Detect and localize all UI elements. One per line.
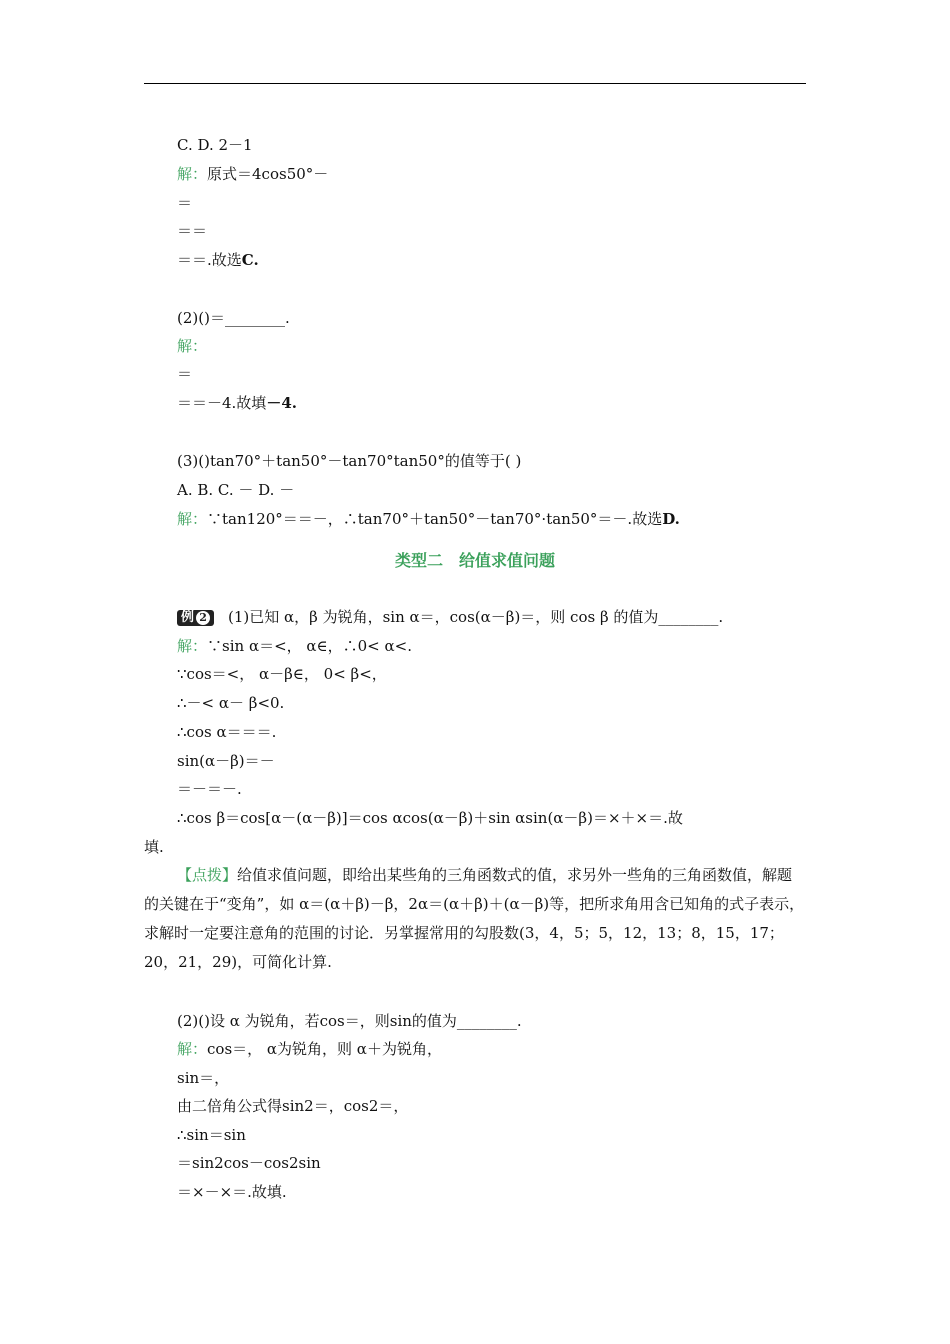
q3-options: A. B. C. － D. － [177,481,295,499]
q1-line-4-text: ＝＝.故选 [177,251,242,269]
q3-stem: (3)()tan70°＋tan50°－tan70°tan50°的值等于( ) [177,452,522,470]
q1-solution-text: 原式＝4cos50°－ [207,165,329,183]
ex2-line-3: ∴－< α－ β<0. [177,694,285,712]
ex2-line-4: ∴cos α＝＝＝. [177,723,277,741]
example-badge [177,610,214,626]
ex2b-line-5: ＝sin2cos－cos2sin [177,1154,321,1172]
ex2b-line-2: sin＝， [177,1069,230,1087]
q2-line-3-text: ＝＝－4.故填 [177,394,267,412]
tip-paragraph [144,861,806,977]
ex2-line-5: sin(α－β)＝－ [177,752,275,770]
tip-text: 给值求值问题，即给出某些角的三角函数式的值，求另外一些角的三角函数值，解题的关键在于“变角”，如 α＝(α＋β)－β，2α＝(α＋β)＋(α－β)等，把所求角用含已知角的式子表示，求解时一定要注意角的范围的讨论．另掌握常用的勾股数(3，4，5；5，12，13；8，15，17；20，21，29)，可简化计算. [144,866,805,971]
solution-label: 解： [177,337,208,355]
header-rule [144,83,806,84]
q1-solution-line [177,164,328,184]
q2-line-2: ＝ [177,365,193,383]
q1-line-2: ＝ [177,194,193,212]
ex2-line-8: 填. [144,838,164,856]
example-badge-label: 例 [181,610,195,625]
ex2b-line-4: ∴sin＝sin [177,1126,246,1144]
q2-answer: －4. [266,394,297,412]
q3-solution-line [177,509,680,529]
ex2b-line-3: 由二倍角公式得sin2＝，cos2＝， [177,1097,409,1115]
solution-label: 解： [177,510,208,528]
ex2-solution-line [177,636,412,656]
solution-label: 解： [177,1040,208,1058]
ex2b-solution-text: cos＝， α为锐角，则 α＋为锐角， [207,1040,442,1058]
q3-answer: D. [662,510,680,528]
ex2b-stem: (2)()设 α 为锐角，若cos＝，则sin的值为________. [177,1012,522,1030]
ex2-line-2: ∵cos＝<， α－β∈， 0< β<， [177,665,387,683]
solution-label: 解： [177,637,208,655]
section-heading: 类型二 给值求值问题 [394,551,555,570]
ex2b-solution-line [177,1039,442,1059]
q2-stem: (2)()＝________. [177,309,290,327]
solution-label: 解： [177,165,208,183]
ex2b-line-6: ＝×－×＝.故填. [177,1183,287,1201]
example-2-stem-line [177,607,723,627]
ex2-line-6: ＝－＝－. [177,780,242,798]
q2-line-3 [177,393,297,413]
q1-line-3: ＝＝ [177,222,208,240]
tip-label: 【点拨】 [177,866,238,884]
example-badge-number: 2 [196,611,210,625]
q3-solution-text: ∵tan120°＝＝－，∴tan70°＋tan50°－tan70°·tan50°＝－.故选 [207,510,663,528]
ex2-solution-text: ∵sin α＝<， α∈，∴0< α<. [207,637,412,655]
q1-line-4 [177,250,259,270]
q1-answer: C. [241,251,259,269]
q1-options: C. D. 2－1 [177,136,253,154]
ex2-line-7: ∴cos β＝cos[α－(α－β)]＝cos αcos(α－β)＋sin αsin(α－β)＝×＋×＝.故 [177,809,683,827]
example-2-stem: (1)已知 α，β 为锐角，sin α＝，cos(α－β)＝，则 cos β 的值为________. [228,608,724,626]
